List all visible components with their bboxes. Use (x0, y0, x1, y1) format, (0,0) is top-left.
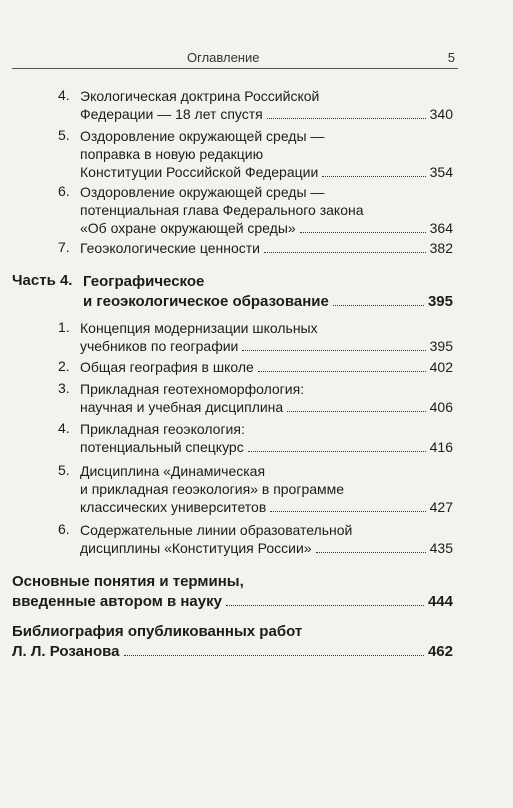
entry-number: 3. (58, 380, 70, 396)
entry-line: Оздоровление окружающей среды — (80, 184, 325, 200)
entry-line: Прикладная геоэкология: (80, 421, 245, 437)
entry-line: Федерации — 18 лет спустя (80, 106, 263, 122)
toc-entry[interactable] (0, 183, 453, 237)
header-title: Оглавление (187, 50, 260, 65)
entry-number: 5. (58, 127, 70, 143)
entry-number: 1. (58, 319, 70, 335)
entry-line: Дисциплина «Динамическая (80, 463, 266, 479)
entry-page: 382 (429, 240, 453, 256)
entry-line: дисциплины «Конституция России» (80, 540, 312, 556)
entry-line: и прикладная геоэкология» в программе (80, 481, 345, 497)
entry-line: Общая география в школе (80, 359, 254, 375)
toc-entry[interactable] (0, 521, 453, 557)
toc-entry[interactable] (0, 319, 453, 355)
part-page: 395 (427, 293, 453, 310)
entry-number: 2. (58, 358, 70, 374)
toc-entry[interactable] (0, 420, 453, 456)
section-title-line: Л. Л. Розанова (12, 643, 120, 660)
entry-line: поправка в новую редакцию (80, 146, 264, 162)
entry-page: 416 (429, 439, 453, 455)
running-header (12, 48, 458, 69)
entry-number: 5. (58, 462, 70, 478)
toc-entry[interactable] (0, 380, 453, 416)
entry-page: 395 (429, 338, 453, 354)
entry-number: 6. (58, 521, 70, 537)
toc-section-bibliography[interactable] (0, 622, 453, 662)
toc-entry[interactable] (0, 239, 453, 257)
entry-page: 354 (429, 164, 453, 180)
section-page: 444 (427, 593, 453, 610)
toc-part-heading[interactable] (0, 272, 453, 312)
entry-page: 402 (429, 359, 453, 375)
entry-number: 4. (58, 420, 70, 436)
entry-line: Содержательные линии образовательной (80, 522, 353, 538)
section-title-line: Основные понятия и термины, (12, 573, 244, 590)
entry-line: Геоэкологические ценности (80, 240, 260, 256)
entry-line: научная и учебная дисциплина (80, 399, 284, 415)
entry-number: 4. (58, 87, 70, 103)
toc-section-concepts[interactable] (0, 572, 453, 612)
entry-number: 7. (58, 239, 70, 255)
entry-page: 406 (429, 399, 453, 415)
entry-line: Конституции Российской Федерации (80, 164, 319, 180)
toc-entry[interactable] (0, 87, 453, 123)
entry-page: 435 (429, 540, 453, 556)
entry-page: 364 (429, 220, 453, 236)
toc-entry[interactable] (0, 127, 453, 181)
entry-page: 427 (429, 499, 453, 515)
part-title-line: и геоэкологическое образование (83, 293, 329, 310)
part-label: Часть 4. (12, 272, 73, 289)
entry-line: Прикладная геотехноморфология: (80, 381, 305, 397)
toc-entry[interactable] (0, 462, 453, 516)
section-title-line: введенные автором в науку (12, 593, 222, 610)
entry-line: Оздоровление окружающей среды — (80, 128, 325, 144)
entry-page: 340 (429, 106, 453, 122)
entry-line: учебников по географии (80, 338, 239, 354)
entry-line: потенциальный спецкурс (80, 439, 244, 455)
entry-line: потенциальная глава Федерального закона (80, 202, 364, 218)
part-title-line: Географическое (83, 273, 205, 290)
section-title-line: Библиография опубликованных работ (12, 623, 303, 640)
entry-line: Концепция модернизации школьных (80, 320, 318, 336)
entry-line: Экологическая доктрина Российской (80, 88, 320, 104)
toc-entry[interactable] (0, 358, 453, 376)
entry-line: «Об охране окружающей среды» (80, 220, 296, 236)
page-number: 5 (447, 50, 455, 65)
entry-line: классических университетов (80, 499, 267, 515)
entry-number: 6. (58, 183, 70, 199)
section-page: 462 (427, 643, 453, 660)
